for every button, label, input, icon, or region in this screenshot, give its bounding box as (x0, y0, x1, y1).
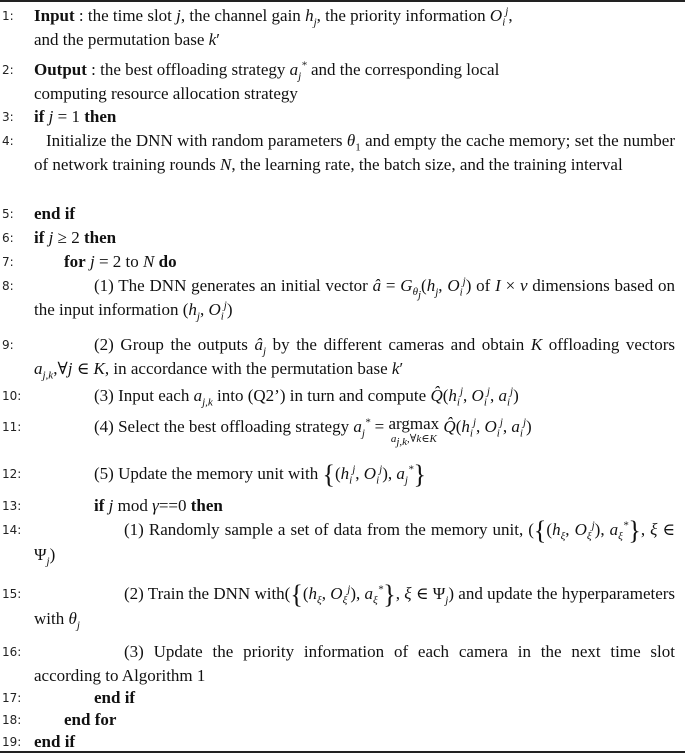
then-keyword: then (190, 496, 223, 515)
line-number: 10: (2, 389, 22, 403)
line-number: 2: (2, 63, 14, 77)
line-number: 11: (2, 420, 22, 434)
line-number: 12: (2, 467, 22, 481)
line-number: 1: (2, 9, 14, 23)
end-for-keyword: end for (64, 710, 117, 729)
line-number: 7: (2, 255, 14, 269)
line-number: 4: (2, 134, 14, 148)
algorithm-box: 1: Input : the time slot j, the channel gain $h_j$, the priority information $O_i^j$, and the permutation base k′ 2: Output : the best offloading strategy $a_j^*$ and the corresponding local computing resource allocation strategy 3: if j = 1 then 4: Initialize the DNN with random parameters $\theta_1$ and empty the cache memory; set the number of network training rounds N, the learning rate, the batch size, and the training interval 5: end if 6: if j ≥ 2 then 7: for j = 2 to N do 8: (1) The DNN generates an initial vector â = $G_{\theta_j}(h_j$, $O_i^j$) of I × v dimensions based on the input information ($h_j$, $O_i^j$) 9: (2) Group the outputs $â_j$ by the different cameras and obtain K offloading vectors $a_{j,k},\forall j$ ∈ K, in accordance with the permutation base k′ 10: (3) Input each $a_{j,k}$ into (Q2’) in turn and compute $Q̂(h_i^j$, $O_i^j$, $a_i^j$) 11: (4) Select the best offloading strategy $a_j^* = argmax$ $a_{j,k},\forall k\in K$ $Q̂(h_i^j$, $O_i^j$, $a_i^j$) 12: (5) Update the memory unit with {($h_i^j$, $O_i^j$), $a_j^*$} 13: if j mod γ==0 then 14: (1) Randomly sample a set of data from the memory unit, ({($h_\xi$, $O_\xi^j$), $a_\xi^*$}, ξ ∈ $\Psi_j$) 15: (2) Train the DNN $with(\{(h_\xi$, $O_\xi^j$), $a_\xi^*$}, ξ ∈ $\Psi_j$) and update the hyperparameters with $\theta_j$ 16: (3) Update the priority information of each camera in the next time slot according to Algorithm 1 17: end if 18: end for 19: end if (0, 0, 685, 754)
end-if-keyword: end if (34, 204, 76, 223)
top-rule (0, 0, 685, 2)
end-if-keyword: end if (34, 732, 76, 751)
then-keyword: then (84, 107, 117, 126)
if-keyword: if (94, 496, 105, 515)
line-number: 8: (2, 279, 14, 293)
if-keyword: if (34, 228, 45, 247)
line-number: 13: (2, 499, 22, 513)
line-number: 14: (2, 523, 22, 537)
line-number: 18: (2, 713, 22, 727)
line-number: 9: (2, 338, 14, 352)
line-number: 15: (2, 587, 22, 601)
line-number: 5: (2, 207, 14, 221)
end-if-keyword: end if (94, 688, 136, 707)
for-keyword: for (64, 252, 86, 271)
line-number: 3: (2, 110, 14, 124)
input-keyword: Input (34, 6, 75, 25)
if-keyword: if (34, 107, 45, 126)
line-number: 19: (2, 735, 22, 749)
then-keyword: then (83, 228, 117, 247)
line-number: 6: (2, 231, 14, 245)
bottom-rule (0, 751, 685, 753)
do-keyword: do (158, 252, 177, 271)
output-keyword: Output (34, 60, 87, 79)
line-number: 16: (2, 645, 22, 659)
line-number: 17: (2, 691, 22, 705)
